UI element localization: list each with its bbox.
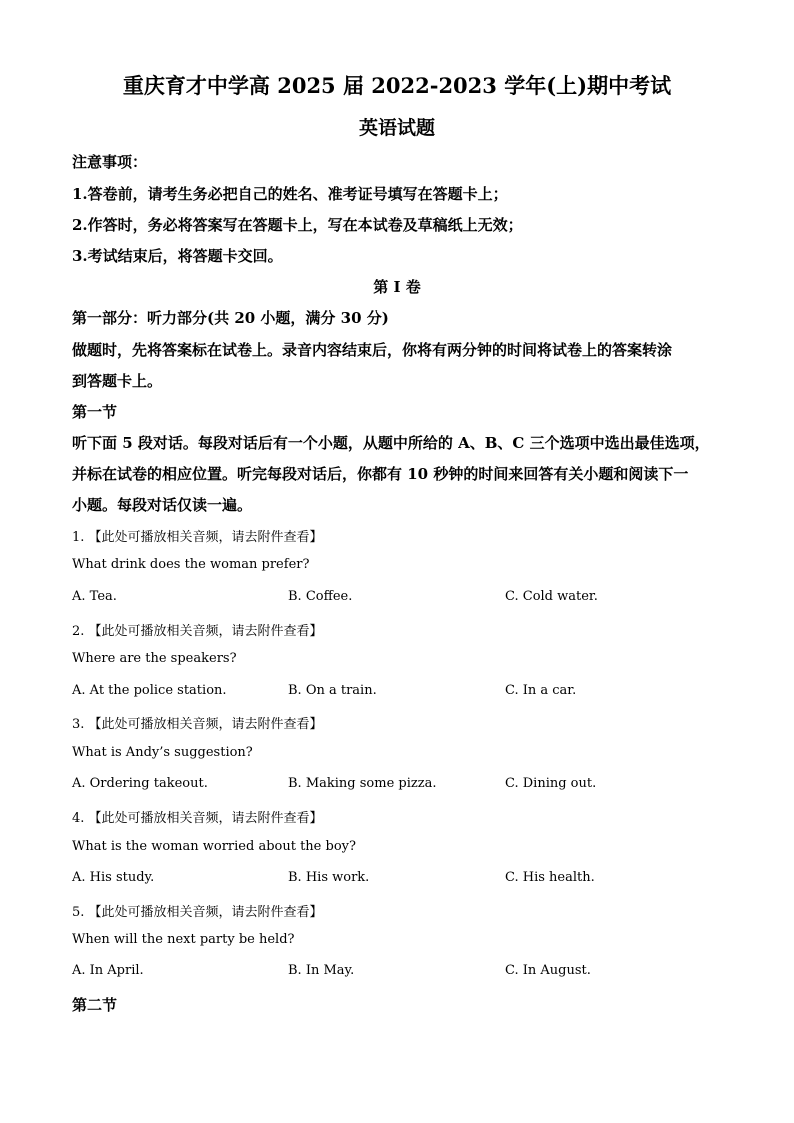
question-2-audio[interactable]: 2. 【此处可播放相关音频，请去附件查看】 bbox=[72, 624, 323, 639]
exam-title: 重庆育才中学高 2025 届 2022-2023 学年(上)期中考试 bbox=[122, 73, 672, 98]
part-one-heading: 第一部分：听力部分(共 20 小题，满分 30 分) bbox=[72, 309, 389, 327]
question-4-text: What is the woman worried about the boy? bbox=[72, 839, 356, 854]
question-1-option-a: A. Tea. bbox=[72, 589, 117, 604]
question-5-option-b: B. In May. bbox=[288, 963, 355, 978]
question-5-audio[interactable]: 5. 【此处可播放相关音频，请去附件查看】 bbox=[72, 905, 323, 920]
notice-item-1: 1.答卷前，请考生务必把自己的姓名、准考证号填写在答题卡上； bbox=[72, 185, 508, 203]
question-5-option-c: C. In August. bbox=[505, 963, 591, 978]
question-4-option-b: B. His work. bbox=[288, 870, 370, 885]
exam-subtitle: 英语试题 bbox=[358, 117, 435, 139]
volume-label: 第 I 卷 bbox=[373, 278, 421, 296]
question-3-option-c: C. Dining out. bbox=[505, 776, 597, 791]
question-3-option-b: B. Making some pizza. bbox=[288, 776, 437, 791]
notice-item-3: 3.考试结束后，将答题卡交回。 bbox=[72, 247, 283, 265]
question-4-option-c: C. His health. bbox=[505, 870, 595, 885]
question-1-option-c: C. Cold water. bbox=[505, 589, 598, 604]
section-one-heading: 第一节 bbox=[72, 403, 118, 421]
question-1-audio[interactable]: 1. 【此处可播放相关音频，请去附件查看】 bbox=[72, 530, 323, 545]
question-4-audio[interactable]: 4. 【此处可播放相关音频，请去附件查看】 bbox=[72, 811, 323, 826]
question-4-option-a: A. His study. bbox=[72, 870, 155, 885]
section-two-heading: 第二节 bbox=[72, 996, 118, 1014]
part-one-instruction-line1: 做题时，先将答案标在试卷上。录音内容结束后，你将有两分钟的时间将试卷上的答案转涂 bbox=[72, 341, 673, 359]
question-3-text: What is Andy’s suggestion? bbox=[72, 745, 253, 760]
question-3-option-a: A. Ordering takeout. bbox=[72, 776, 208, 791]
section-one-line2: 并标在试卷的相应位置。听完每段对话后，你都有 10 秒钟的时间来回答有关小题和阅读下一 bbox=[72, 465, 689, 483]
part-one-instruction-line2: 到答题卡上。 bbox=[72, 372, 163, 390]
notice-item-2: 2.作答时，务必将答案写在答题卡上，写在本试卷及草稿纸上无效； bbox=[72, 216, 523, 234]
question-1-text: What drink does the woman prefer? bbox=[72, 557, 310, 572]
notice-heading: 注意事项： bbox=[72, 153, 148, 171]
question-2-option-a: A. At the police station. bbox=[72, 683, 227, 698]
question-2-option-c: C. In a car. bbox=[505, 683, 577, 698]
section-one-line1: 听下面 5 段对话。每段对话后有一个小题，从题中所给的 A、B、C 三个选项中选出最佳选项， bbox=[72, 434, 710, 452]
question-3-audio[interactable]: 3. 【此处可播放相关音频，请去附件查看】 bbox=[72, 717, 323, 732]
question-2-text: Where are the speakers? bbox=[72, 651, 237, 666]
question-2-option-b: B. On a train. bbox=[288, 683, 377, 698]
question-1-option-b: B. Coffee. bbox=[288, 589, 353, 604]
question-5-option-a: A. In April. bbox=[72, 963, 144, 978]
question-5-text: When will the next party be held? bbox=[72, 932, 295, 947]
section-one-line3: 小题。每段对话仅读一遍。 bbox=[72, 496, 253, 514]
